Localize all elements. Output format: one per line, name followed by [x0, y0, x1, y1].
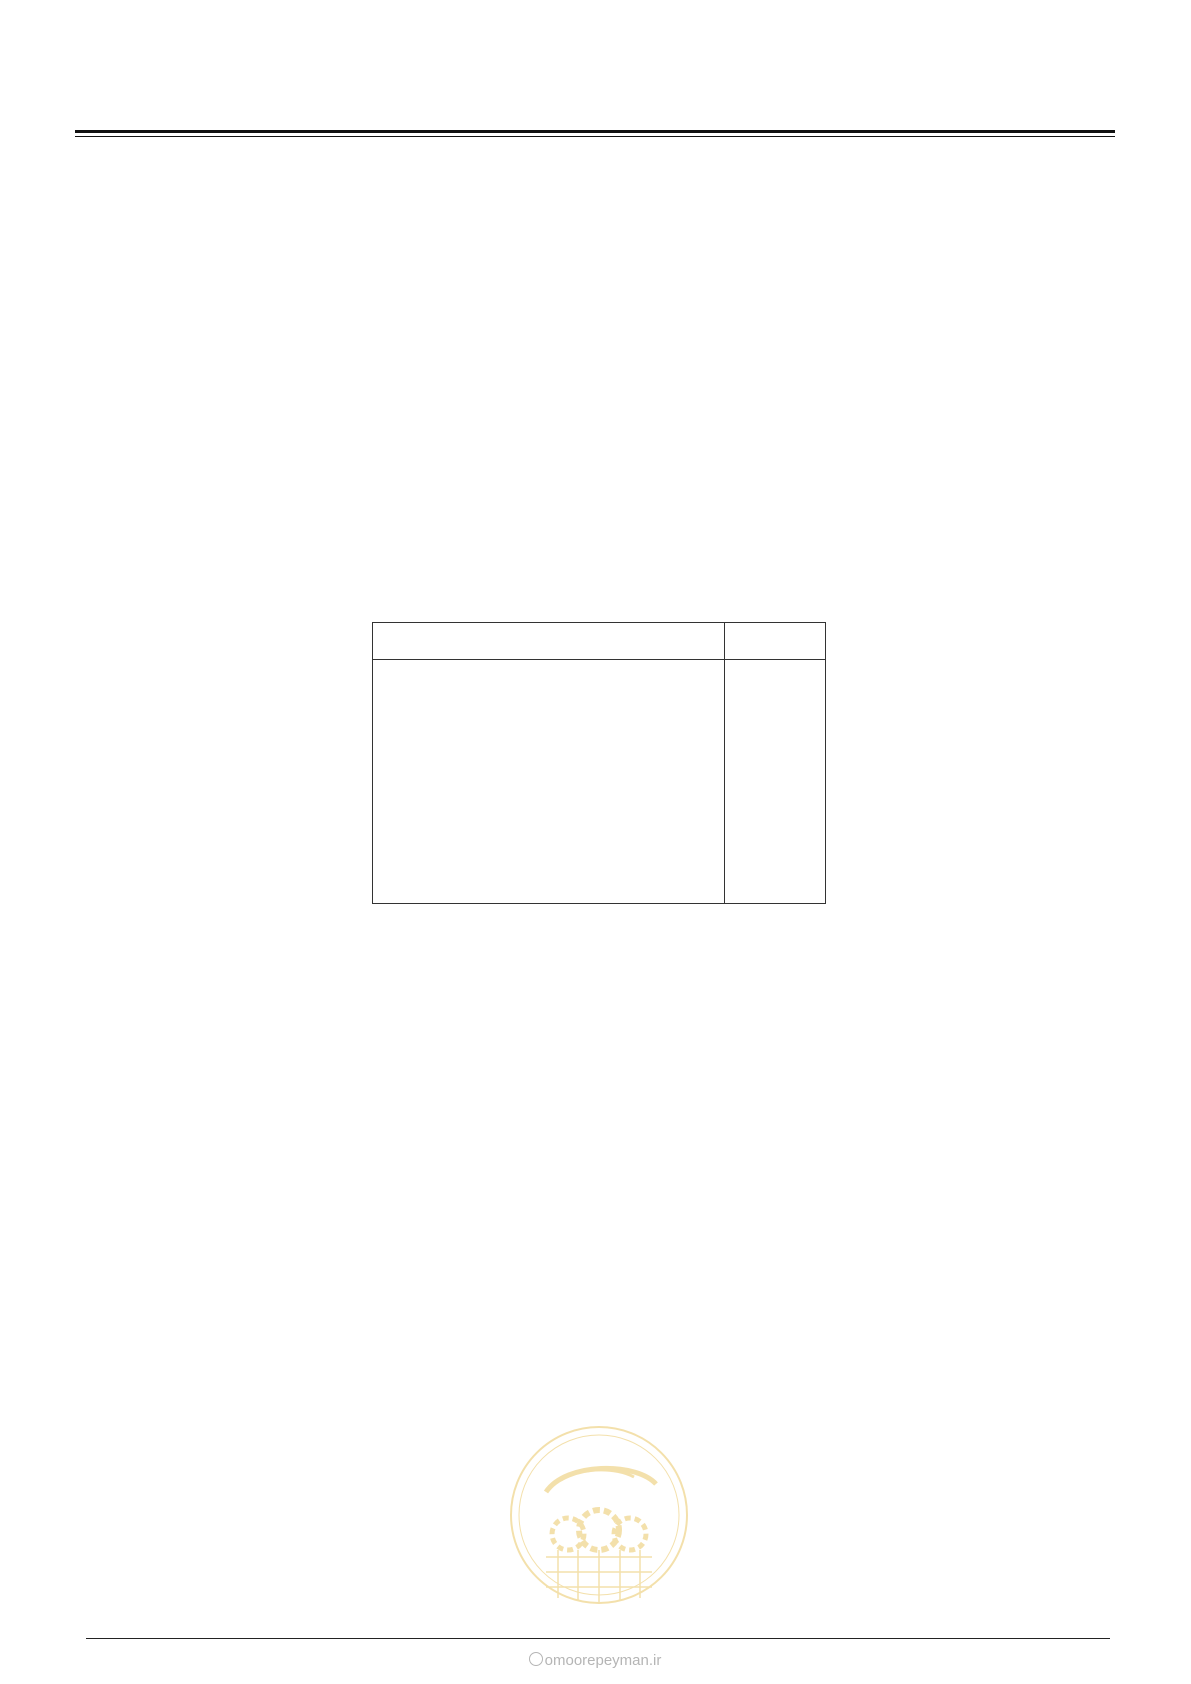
column-header-group-number: [725, 623, 826, 660]
table-row: [373, 743, 826, 783]
table-row: [373, 660, 826, 704]
header-rule-thin: [75, 136, 1115, 137]
groups-table: [372, 622, 826, 904]
document-title: [81, 90, 1111, 120]
header-rule-thick: [75, 130, 1115, 133]
group-number-cell: [725, 743, 826, 783]
group-number-cell: [725, 823, 826, 863]
paragraph: [81, 526, 1111, 566]
paragraph: [81, 326, 1111, 366]
footer-rule: [86, 1638, 1110, 1639]
group-number-cell: [725, 863, 826, 904]
table-row: [373, 703, 826, 743]
paragraph: [81, 406, 1111, 446]
group-description-cell: [373, 863, 725, 904]
paragraph: [81, 366, 1111, 406]
group-description-cell: [373, 823, 725, 863]
page-number: [570, 1606, 630, 1632]
group-number-cell: [725, 703, 826, 743]
column-header-description: [373, 623, 725, 660]
group-description-cell: [373, 660, 725, 704]
table-header-row: [373, 623, 826, 660]
paragraph: [81, 166, 1111, 206]
at-sign-icon: [529, 1652, 543, 1666]
watermark-handle: [495, 1652, 695, 1669]
group-number-cell: [725, 783, 826, 823]
group-number-cell: [725, 660, 826, 704]
group-description-cell: [373, 783, 725, 823]
table-row: [373, 863, 826, 904]
handle-text: omoorepeyman.ir: [544, 1652, 662, 1669]
paragraph: [81, 246, 1111, 286]
paragraph: [81, 446, 1111, 486]
table-title: [372, 582, 826, 608]
group-description-cell: [373, 703, 725, 743]
paragraph: [81, 486, 1111, 526]
table-row: [373, 783, 826, 823]
chapter-title: [81, 58, 1111, 88]
body-text: [81, 166, 1111, 566]
watermark-seal-icon: [506, 1422, 692, 1608]
group-description-cell: [373, 743, 725, 783]
table-row: [373, 823, 826, 863]
paragraph: [81, 286, 1111, 326]
page-header: [81, 58, 1111, 120]
paragraph: [81, 206, 1111, 246]
